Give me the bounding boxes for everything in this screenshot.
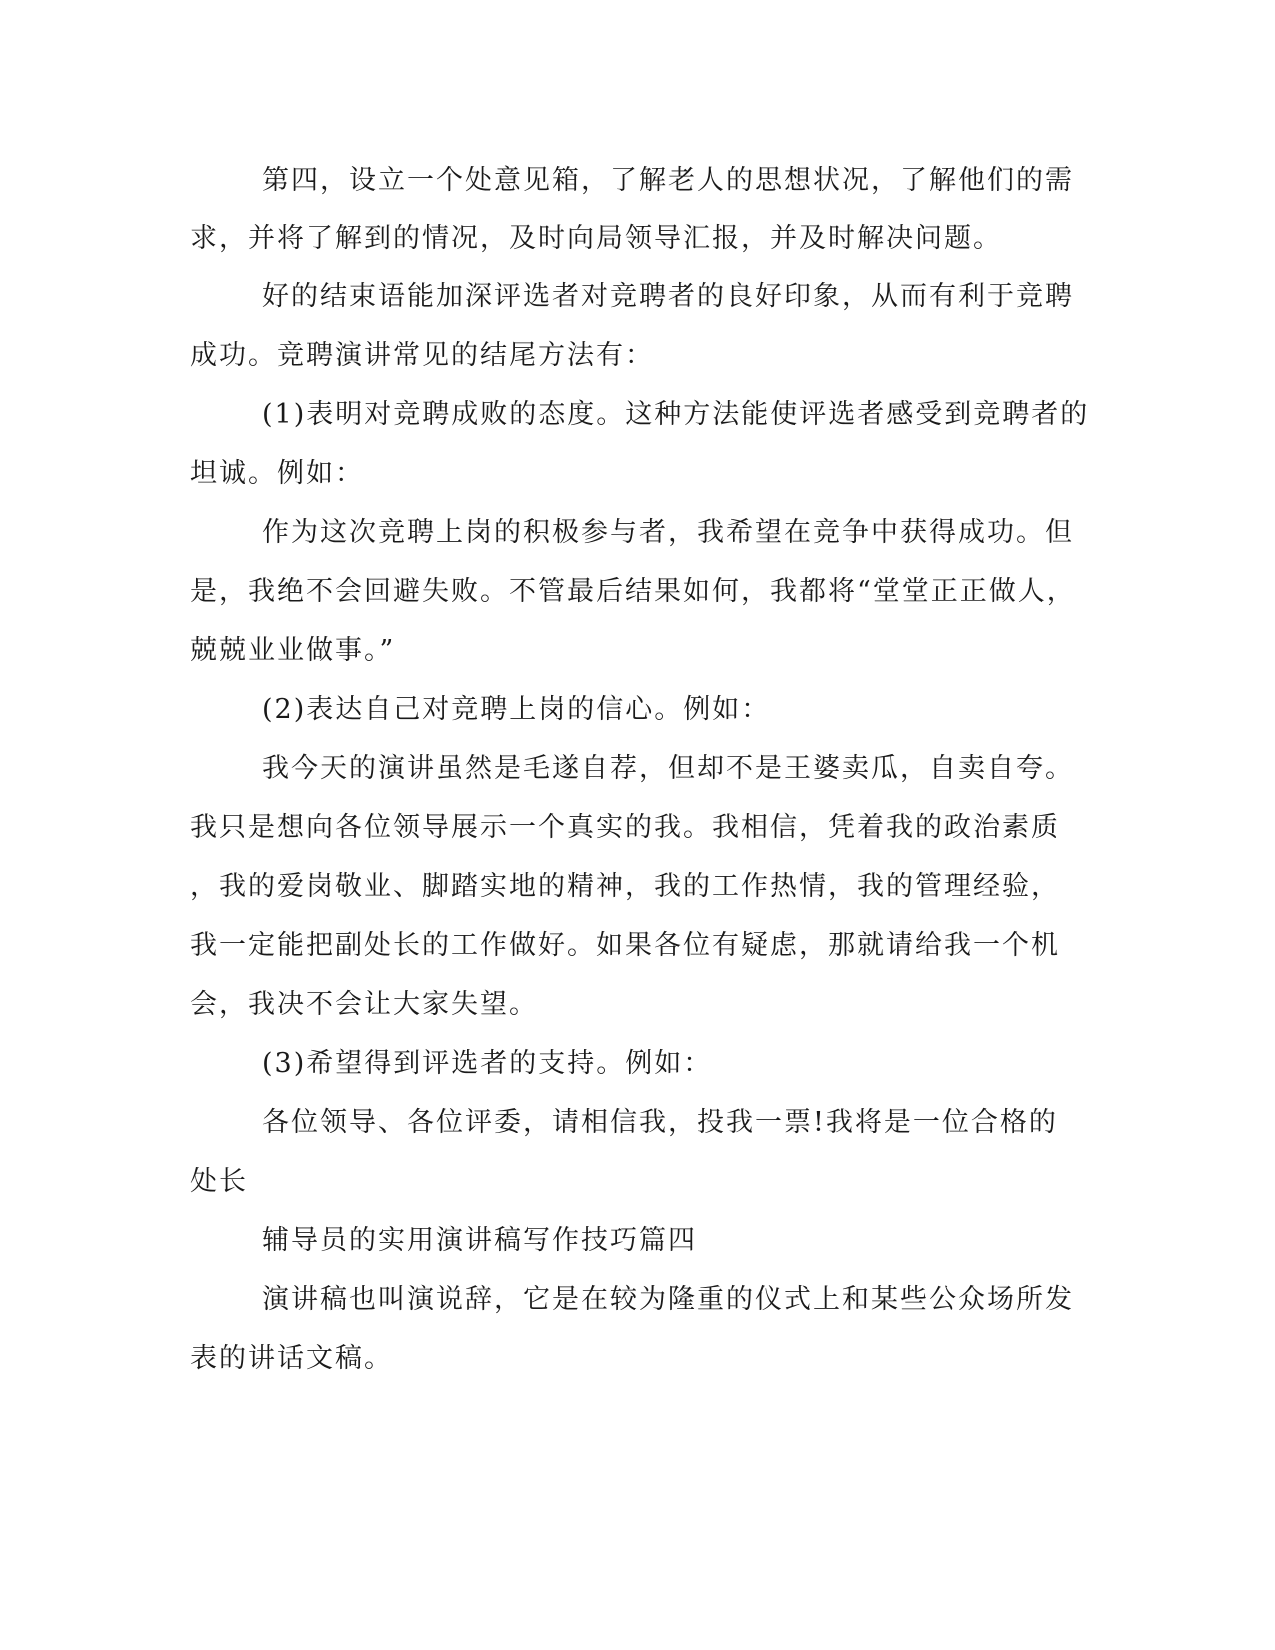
text-line: 作为这次竞聘上岗的积极参与者，我希望在竞争中获得成功。但 (262, 517, 1074, 548)
text-line: 我今天的演讲虽然是毛遂自荐，但却不是王婆卖瓜，自卖自夸。 (262, 753, 1074, 784)
section-heading: 辅导员的实用演讲稿写作技巧篇四 (262, 1225, 697, 1256)
text-line: 是，我绝不会回避失败。不管最后结果如何，我都将“堂堂正正做人， (190, 576, 1076, 607)
text-line: (1)表明对竞聘成败的态度。这种方法能使评选者感受到竞聘者的 (262, 399, 1090, 430)
text-line: 坦诚。例如： (190, 458, 364, 489)
text-line: 好的结束语能加深评选者对竞聘者的良好印象，从而有利于竞聘 (262, 281, 1074, 312)
text-line: 我一定能把副处长的工作做好。如果各位有疑虑，那就请给我一个机 (190, 930, 1060, 961)
text-line: 各位领导、各位评委，请相信我，投我一票!我将是一位合格的 (262, 1107, 1058, 1138)
text-line: 成功。竞聘演讲常见的结尾方法有： (190, 340, 654, 371)
text-line: ，我的爱岗敬业、脚踏实地的精神，我的工作热情，我的管理经验， (190, 871, 1060, 902)
text-line: 我只是想向各位领导展示一个真实的我。我相信，凭着我的政治素质 (190, 812, 1060, 843)
text-line: 会，我决不会让大家失望。 (190, 989, 538, 1020)
text-line: 兢兢业业做事。” (190, 635, 396, 666)
text-line: (3)希望得到评选者的支持。例如： (262, 1048, 713, 1079)
text-line: 表的讲话文稿。 (190, 1343, 393, 1374)
text-line: 第四，设立一个处意见箱，了解老人的思想状况，了解他们的需 (262, 165, 1074, 196)
text-line: 求，并将了解到的情况，及时向局领导汇报，并及时解决问题。 (190, 223, 1002, 254)
text-line: 处长 (190, 1166, 248, 1197)
text-line: 演讲稿也叫演说辞，它是在较为隆重的仪式上和某些公众场所发 (262, 1284, 1074, 1315)
text-line: (2)表达自己对竞聘上岗的信心。例如： (262, 694, 771, 725)
